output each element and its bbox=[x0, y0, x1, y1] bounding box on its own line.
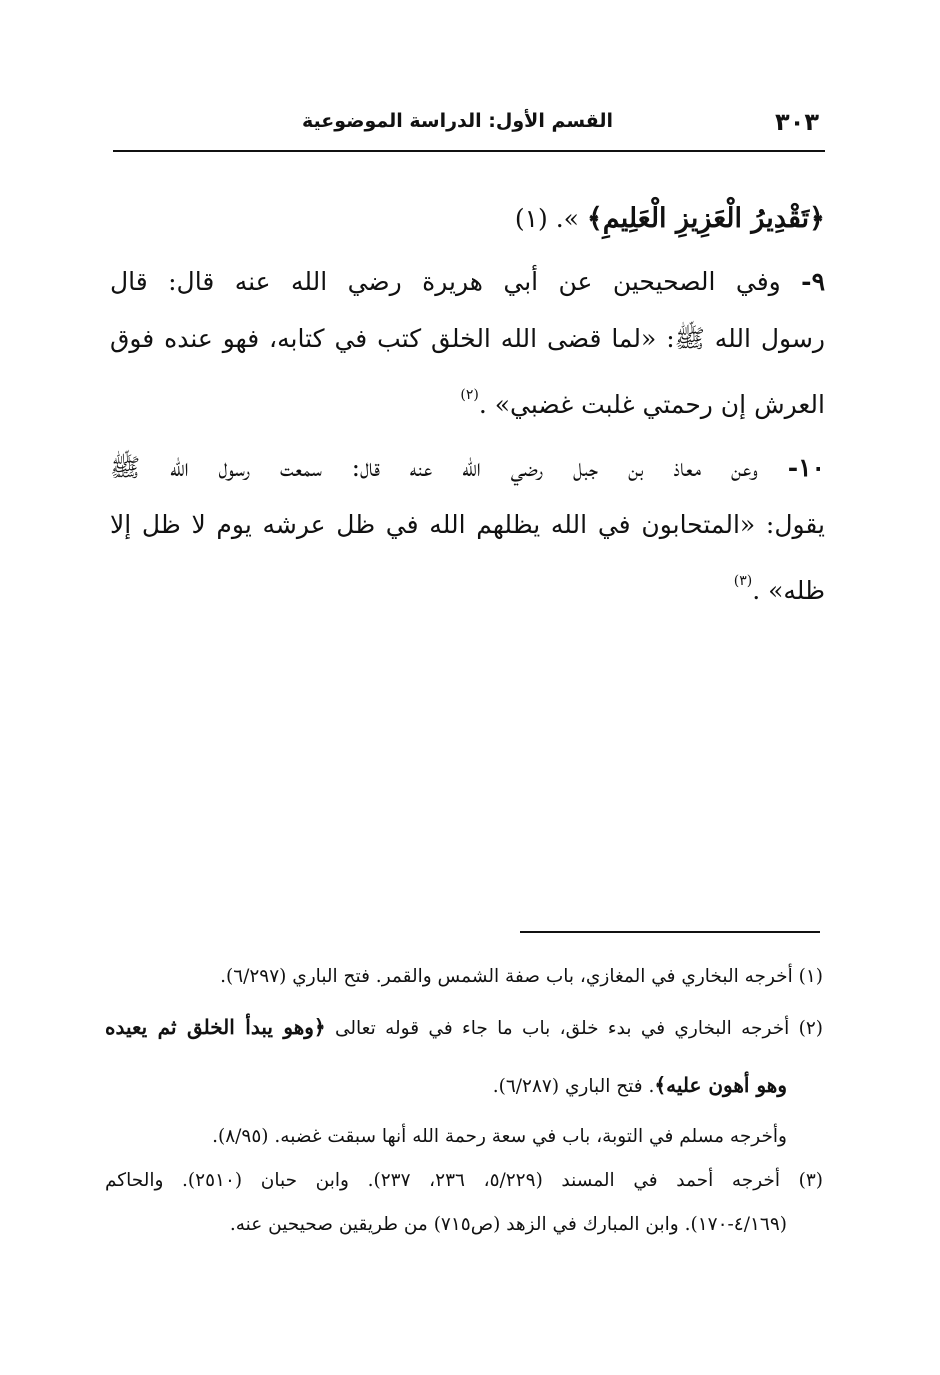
running-title: القسم الأول: الدراسة الموضوعية bbox=[301, 110, 613, 132]
quran-verse-line bbox=[110, 190, 825, 247]
hadith-10-line-1: ١٠- وعن معاذ بن جبل رضي الله عنه قال: سمعت رسول الله ﷺ bbox=[110, 453, 825, 482]
footnote-3-line-1: (٣) أخرجه أحمد في المسند (٥/٢٢٩، ٢٣٦، ٢٣٧). وابن حبان (٢٥١٠). والحاكم bbox=[105, 1170, 824, 1191]
footnote-ref-3: (٣) bbox=[733, 573, 753, 589]
page-header bbox=[113, 108, 825, 146]
main-text bbox=[110, 190, 825, 619]
verse-closing: ». (١) bbox=[514, 204, 579, 233]
header-rule bbox=[113, 150, 825, 152]
quran-verse: ﴿تَقْدِيرُ الْعَزِيزِ الْعَلِيمِ﴾ bbox=[586, 203, 825, 234]
hadith-9-number: ٩- bbox=[801, 267, 825, 296]
hadith-10-number: ١٠- bbox=[787, 453, 825, 482]
page-number: ٣٠٣ bbox=[775, 108, 819, 136]
hadith-9-line-1: ٩- وفي الصحيحين عن أبي هريرة رضي الله عنه قال: قال bbox=[110, 267, 825, 296]
footnote-ref-2: (٢) bbox=[460, 387, 479, 403]
footnotes bbox=[105, 955, 823, 1247]
hadith-9-line-2: رسول الله ﷺ: «لما قضى الله الخلق كتب في كتابه، فهو عنده فوق bbox=[110, 324, 825, 353]
hadith-10-line-2: يقول: «المتحابون في الله يظلهم الله في ظل عرشه يوم لا ظل إلا bbox=[110, 510, 825, 539]
hadith-10-line-3: ظله» .$^{(٣)}$ bbox=[733, 573, 825, 605]
hadith-9-line-3: العرش إن رحمتي غلبت غضبي» .$^{(٢)}$ bbox=[460, 387, 825, 419]
footnote-separator bbox=[520, 931, 820, 933]
footnote-1: (١) أخرجه البخاري في المغازي، باب صفة الشمس والقمر. فتح الباري (٦/٢٩٧). bbox=[220, 966, 823, 987]
footnote-2-line-1: (٢) أخرجه البخاري في بدء خلق، باب ما جاء في قوله تعالى ﴿وهو يبدأ الخلق ثم يعيده bbox=[105, 1015, 823, 1039]
footnote-2-line-2: وهو أهون عليه﴾. فتح الباري (٦/٢٨٧). bbox=[492, 1073, 787, 1097]
footnote-2-line-3: وأخرجه مسلم في التوبة، باب في سعة رحمة الله أنها سبقت غضبه. (٨/٩٥). bbox=[212, 1126, 787, 1147]
footnote-3-line-2: (٤/١٦٩-١٧٠). وابن المبارك في الزهد (ص٧١٥) من طريقين صحيحين عنه. bbox=[229, 1214, 787, 1235]
footnote-quran-verse: ﴿وهو يبدأ الخلق ثم يعيده bbox=[105, 1015, 326, 1039]
